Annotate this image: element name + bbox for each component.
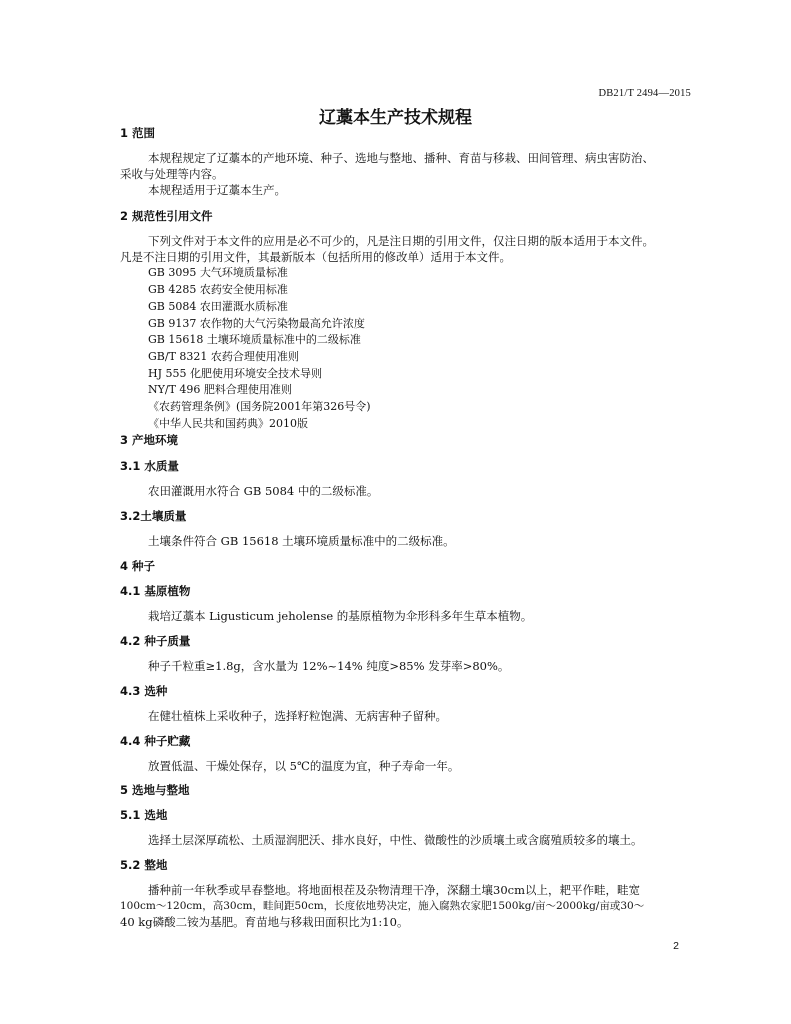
reference-item: HJ 555 化肥使用环境安全技术导则 [148, 367, 322, 380]
section-1-paragraph-line2: 采收与处理等内容。 [120, 167, 224, 181]
reference-item: GB 9137 农作物的大气污染物最高允许浓度 [148, 317, 365, 330]
section-5-2-heading: 5.2 整地 [120, 858, 168, 872]
reference-item: 《中华人民共和国药典》2010版 [148, 417, 308, 430]
section-3-1-heading: 3.1 水质量 [120, 459, 179, 473]
section-1-scope-text: 本规程适用于辽藁本生产。 [148, 183, 286, 197]
section-5-heading: 5 选地与整地 [120, 783, 190, 797]
section-5-1-text: 选择土层深厚疏松、土质湿润肥沃、排水良好，中性、微酸性的沙质壤土或含腐殖质较多的壤土。 [148, 833, 643, 847]
section-4-1-text: 栽培辽藁本 Ligusticum jeholense 的基原植物为伞形科多年生草本植物。 [148, 609, 533, 623]
section-1-heading: 1 范围 [120, 126, 156, 140]
section-4-2-text: 种子千粒重≥1.8g，含水量为 12%~14% 纯度>85% 发芽率>80%。 [148, 659, 510, 673]
section-4-3-heading: 4.3 选种 [120, 684, 168, 698]
section-4-1-heading: 4.1 基原植物 [120, 584, 191, 598]
section-5-1-heading: 5.1 选地 [120, 808, 168, 822]
reference-item: 《农药管理条例》(国务院2001年第326号令) [148, 400, 371, 413]
reference-item: GB 5084 农田灌溉水质标准 [148, 300, 288, 313]
section-4-4-text: 放置低温、干燥处保存，以 5℃的温度为宜，种子寿命一年。 [148, 759, 460, 773]
section-3-heading: 3 产地环境 [120, 433, 179, 447]
page-number: 2 [673, 940, 679, 952]
page-title: 辽藁本生产技术规程 [319, 108, 472, 128]
section-3-2-heading: 3.2土壤质量 [120, 509, 187, 523]
section-5-2-line3: 40 kg磷酸二铵为基肥。育苗地与移栽田面积比为1:10。 [120, 915, 409, 929]
document-code: DB21/T 2494—2015 [598, 88, 691, 99]
section-2-intro-line1: 下列文件对于本文件的应用是必不可少的，凡是注日期的引用文件，仅注日期的版本适用于本文件。 [148, 234, 654, 248]
section-3-2-text: 土壤条件符合 GB 15618 土壤环境质量标准中的二级标准。 [148, 534, 455, 548]
section-4-2-heading: 4.2 种子质量 [120, 634, 191, 648]
reference-item: GB 3095 大气环境质量标准 [148, 266, 288, 279]
section-2-intro-line2: 凡是不注日期的引用文件，其最新版本（包括所用的修改单）适用于本文件。 [120, 250, 511, 264]
section-4-heading: 4 种子 [120, 559, 156, 573]
reference-item: GB 15618 土壤环境质量标准中的二级标准 [148, 333, 361, 346]
section-4-4-heading: 4.4 种子贮藏 [120, 734, 191, 748]
reference-item: GB/T 8321 农药合理使用准则 [148, 350, 299, 363]
section-2-heading: 2 规范性引用文件 [120, 209, 213, 223]
section-3-1-text: 农田灌溉用水符合 GB 5084 中的二级标准。 [148, 484, 379, 498]
section-1-paragraph-line1: 本规程规定了辽藁本的产地环境、种子、选地与整地、播种、育苗与移栽、田间管理、病虫害防治、 [148, 151, 654, 165]
section-4-3-text: 在健壮植株上采收种子，选择籽粒饱满、无病害种子留种。 [148, 709, 447, 723]
section-5-2-line1: 播种前一年秋季或早春整地。将地面根茬及杂物清理干净，深翻土壤30cm以上，耙平作畦，畦宽 [148, 883, 640, 897]
reference-item: NY/T 496 肥料合理使用准则 [148, 383, 292, 396]
reference-item: GB 4285 农药安全使用标准 [148, 283, 288, 296]
section-5-2-line2: 100cm～120cm，高30cm，畦间距50cm，长度依地势决定，施入腐熟农家肥1500kg/亩～2000kg/亩或30～ [120, 900, 645, 912]
